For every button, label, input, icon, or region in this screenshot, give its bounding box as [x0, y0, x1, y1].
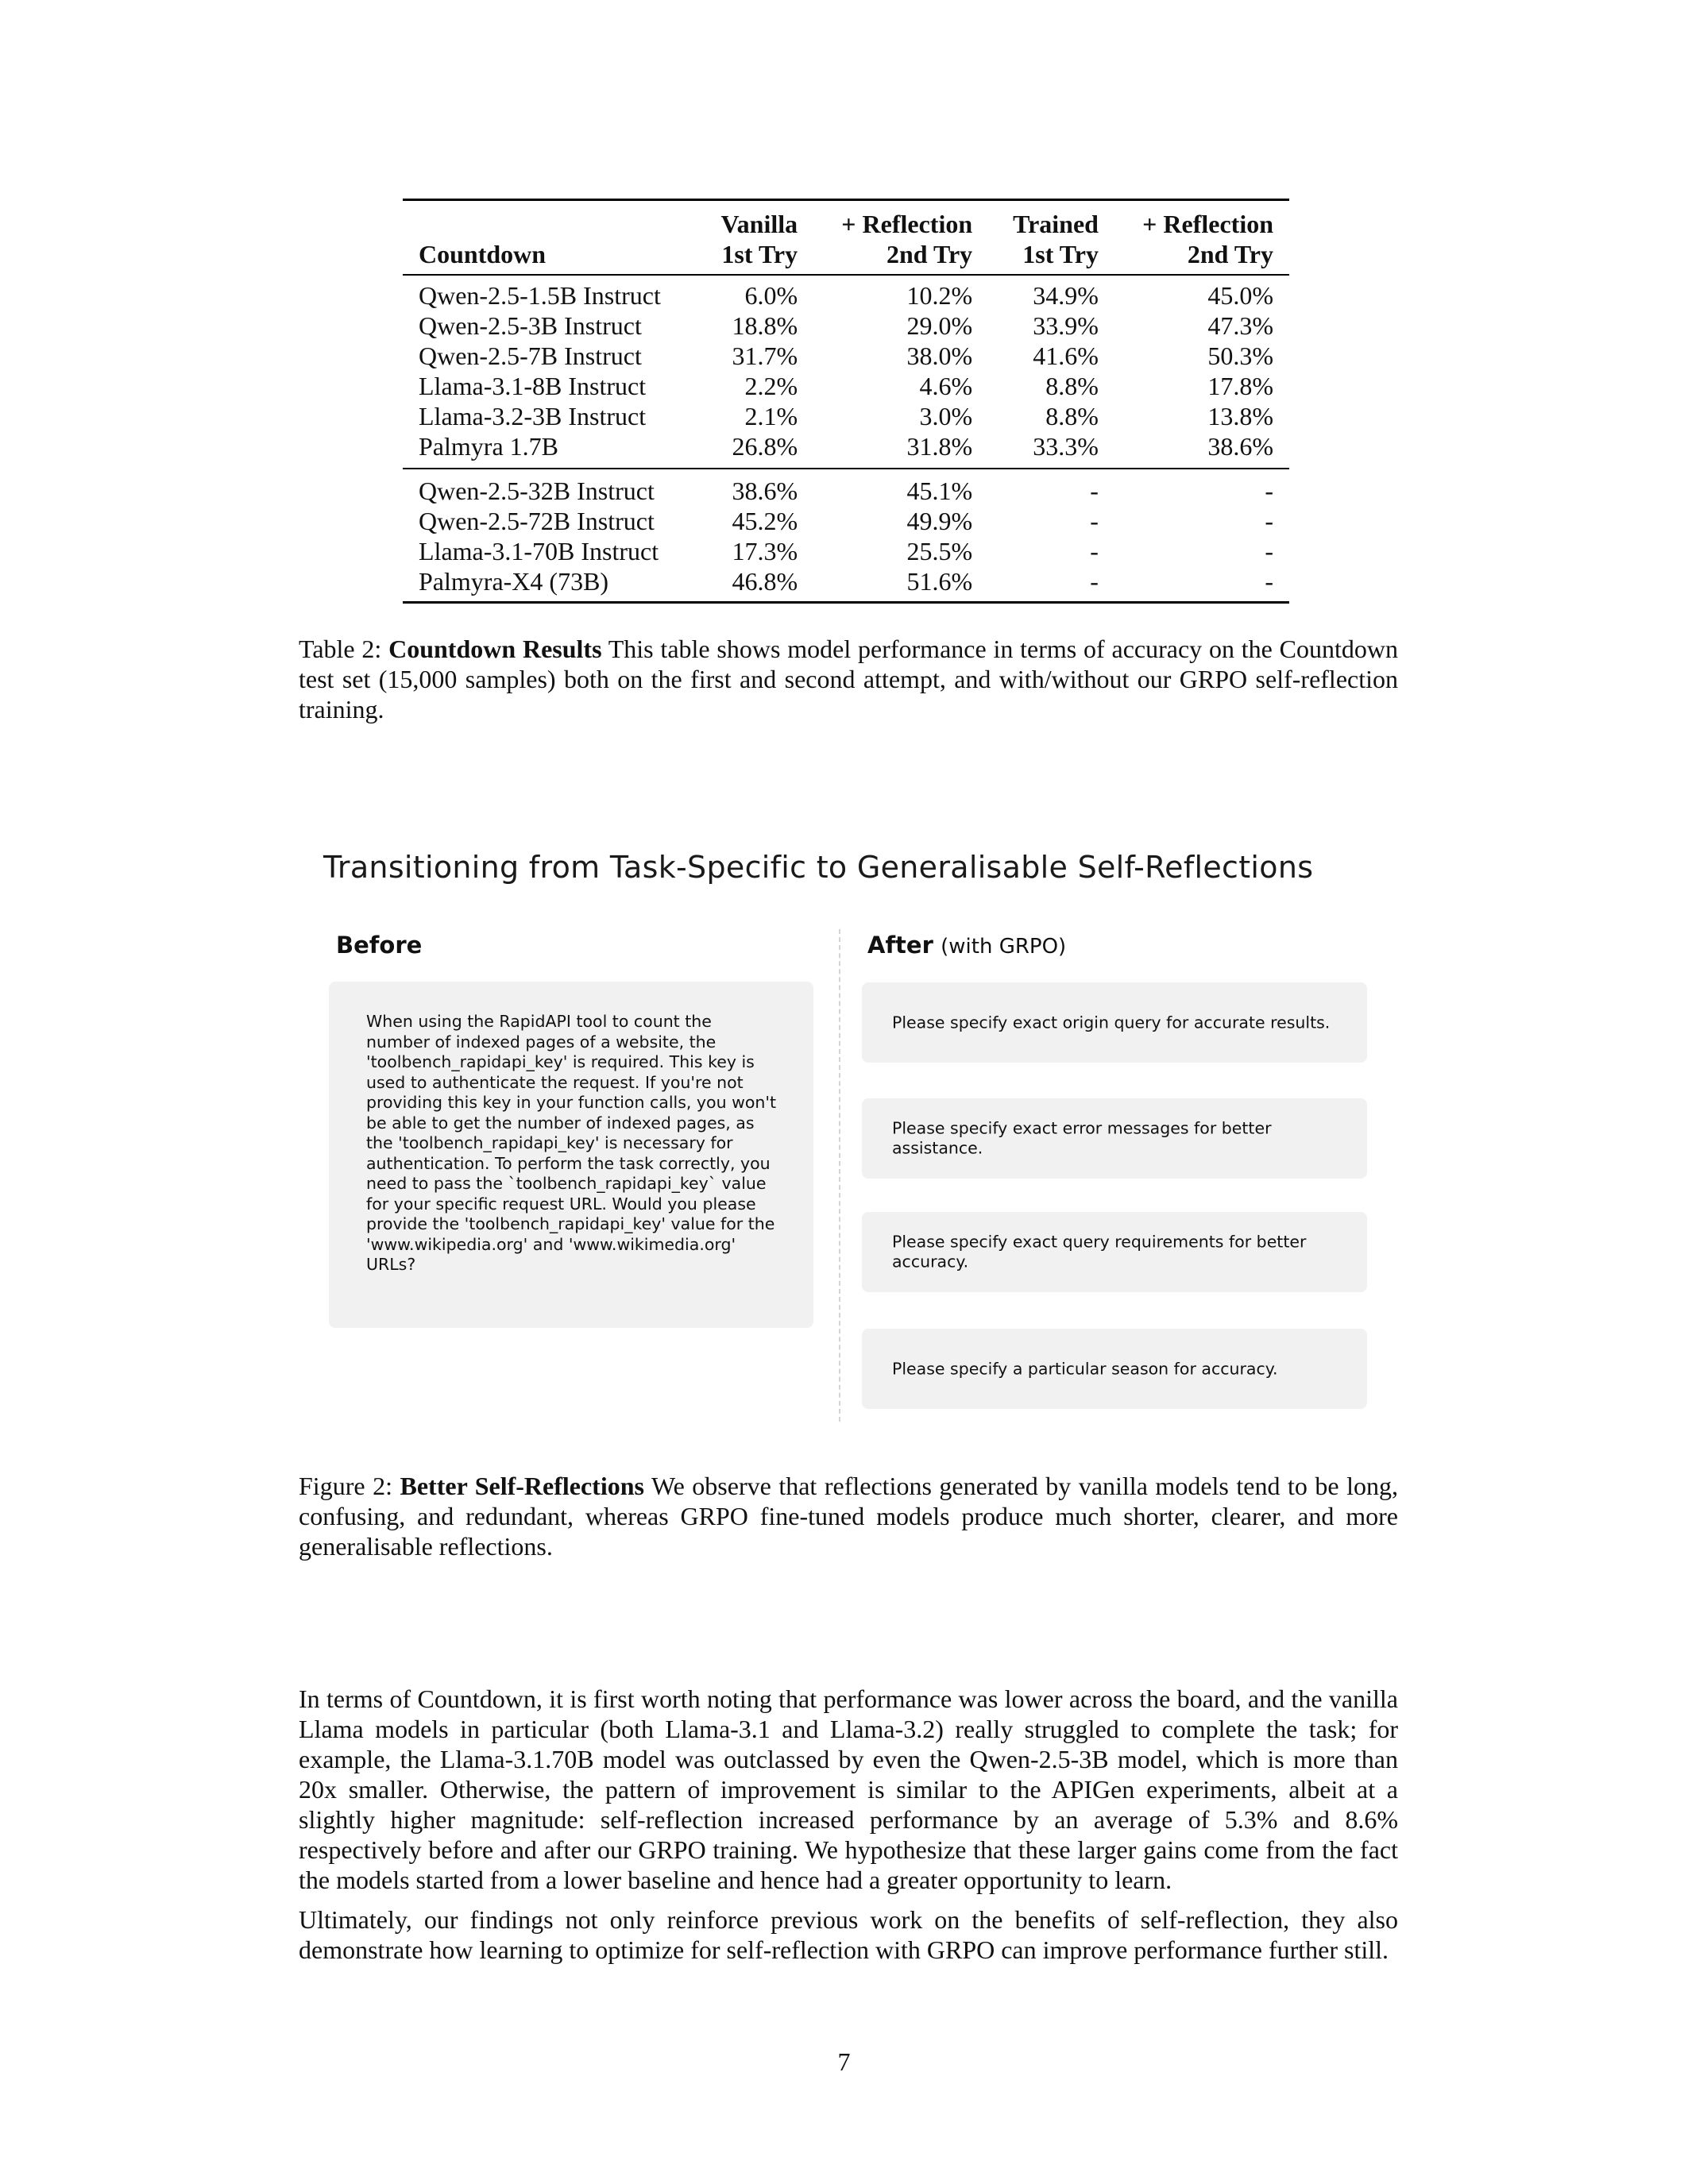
- table-header-cell: Countdown: [403, 239, 697, 275]
- before-label: Before: [336, 932, 423, 959]
- table-cell: -: [1265, 507, 1273, 535]
- table-cell: 10.2%: [906, 281, 973, 310]
- table-row: [403, 566, 1289, 603]
- figure-title: Transitioning from Task-Specific to Generalisable Self-Reflections: [323, 850, 1314, 885]
- table-cell: -: [1265, 477, 1273, 505]
- figure-caption: [299, 1471, 1398, 1561]
- caption-label: Table 2:: [299, 635, 382, 663]
- table-row: [403, 506, 1289, 536]
- table-row: [403, 275, 1289, 311]
- table-row: [403, 311, 1289, 341]
- after-reflection-box: [862, 1098, 1367, 1179]
- table-cell: 50.3%: [1207, 341, 1273, 370]
- table-cell: 3.0%: [919, 402, 973, 430]
- table-cell: -: [1090, 537, 1099, 565]
- before-reflection-text: When using the RapidAPI tool to count the number of indexed pages of a website, the 'toolbench_rapidapi_key' is required. This key is used to authenticate the request. If you're not providing this key in your function calls, you won't be able to get the number of indexed pages, as the 'toolbench_rapidapi_key' is necessary for authentication. To perform the task correctly, you need to pass the `toolbench_rapidapi_key` value for your specific request URL. Would you please provide the 'toolbench_rapidapi_key' value for the 'www.wikipedia.org' and 'www.wikimedia.org' URLs?: [366, 1012, 777, 1274]
- table-header-row: [403, 239, 1289, 275]
- table-cell: 18.8%: [732, 311, 798, 340]
- after-reflection-text: Please specify exact origin query for accurate results.: [892, 1012, 1331, 1032]
- after-label-group: [867, 932, 1066, 959]
- table-cell: 33.3%: [988, 431, 1114, 469]
- table-cell: 8.8%: [1045, 402, 1099, 430]
- table-row: [403, 341, 1289, 371]
- table-cell: 45.2%: [732, 507, 798, 535]
- caption-title: Better Self-Reflections: [400, 1472, 644, 1500]
- caption-title: Countdown Results: [388, 635, 602, 663]
- table-cell: 4.6%: [919, 372, 973, 400]
- body-paragraph: In terms of Countdown, it is first worth noting that performance was lower across the board, and the vanilla Llama models in particular (both Llama-3.1 and Llama-3.2) really struggled to complete the task; for example, the Llama-3.1.70B model was outclassed by even the Qwen-2.5-3B model, which is more than 20x smaller. Otherwise, the pattern of improvement is similar to the APIGen experiments, albeit at a slightly higher magnitude: self-reflection increased performance by an average of 5.3% and 8.6% respectively before and after our GRPO training. We hypothesize that these larger gains come from the fact the models started from a lower baseline and hence had a greater opportunity to learn.: [299, 1684, 1398, 1894]
- table-cell: 6.0%: [744, 281, 798, 310]
- table-cell: 41.6%: [1033, 341, 1099, 370]
- model-name-cell: Qwen-2.5-3B Instruct: [419, 311, 642, 340]
- table-cell: 38.0%: [906, 341, 973, 370]
- table-cell: 13.8%: [1207, 402, 1273, 430]
- table-cell: 31.8%: [813, 431, 988, 469]
- caption-text: This table shows model performance in terms of accuracy on the Countdown test set (15,000 samples) both on the first and second attempt, and with/without our GRPO self-reflection training.: [299, 635, 1398, 723]
- table-cell: 38.6%: [1114, 431, 1289, 469]
- column-divider: [839, 929, 840, 1422]
- table-cell: 26.8%: [697, 431, 813, 469]
- table-header-cell: + Reflection: [813, 200, 988, 240]
- table-cell: 38.6%: [732, 477, 798, 505]
- table-cell: 33.9%: [1033, 311, 1099, 340]
- table-body-small-models: [403, 275, 1289, 469]
- table-cell: -: [1114, 566, 1289, 603]
- table-header-cell: 2nd Try: [813, 239, 988, 275]
- results-table: [403, 199, 1289, 604]
- table-cell: -: [988, 566, 1114, 603]
- table-row: [403, 431, 1289, 469]
- model-name-cell: Qwen-2.5-72B Instruct: [419, 507, 655, 535]
- page-number: 7: [837, 2047, 851, 2076]
- table-cell: 17.8%: [1207, 372, 1273, 400]
- table-row: [403, 469, 1289, 506]
- table-cell: 29.0%: [906, 311, 973, 340]
- table-header-cell: 1st Try: [697, 239, 813, 275]
- model-name-cell: Llama-3.1-8B Instruct: [419, 372, 647, 400]
- table-cell: 51.6%: [813, 566, 988, 603]
- table-cell: 45.1%: [906, 477, 973, 505]
- table-row: [403, 371, 1289, 401]
- model-name-cell: Palmyra 1.7B: [403, 431, 697, 469]
- table-cell: 45.0%: [1207, 281, 1273, 310]
- after-reflection-box: [862, 982, 1367, 1063]
- table-cell: 2.2%: [744, 372, 798, 400]
- table-cell: -: [1090, 507, 1099, 535]
- model-name-cell: Qwen-2.5-7B Instruct: [419, 341, 642, 370]
- table-row: [403, 536, 1289, 566]
- table-header-row: [403, 200, 1289, 240]
- table-header-cell: Vanilla: [697, 200, 813, 240]
- table-cell: 49.9%: [906, 507, 973, 535]
- table-header-cell: Trained: [988, 200, 1114, 240]
- model-name-cell: Qwen-2.5-1.5B Instruct: [419, 281, 661, 310]
- table-header-cell: + Reflection: [1114, 200, 1289, 240]
- table-cell: 17.3%: [732, 537, 798, 565]
- figure-self-reflections: [314, 842, 1382, 1430]
- table-cell: 47.3%: [1207, 311, 1273, 340]
- before-reflection-box: [329, 982, 813, 1328]
- caption-label: Figure 2:: [299, 1472, 392, 1500]
- after-sublabel: (with GRPO): [941, 935, 1067, 959]
- table-cell: 31.7%: [732, 341, 798, 370]
- after-reflection-box: [862, 1212, 1367, 1292]
- after-label: After: [867, 932, 933, 959]
- model-name-cell: Qwen-2.5-32B Instruct: [419, 477, 655, 505]
- table-header-cell: 2nd Try: [1114, 239, 1289, 275]
- after-reflection-text: Please specify a particular season for accuracy.: [892, 1358, 1278, 1378]
- table-header-cell: [403, 200, 697, 240]
- table-caption: [299, 634, 1398, 724]
- table-cell: -: [1265, 537, 1273, 565]
- table-cell: 2.1%: [744, 402, 798, 430]
- after-reflection-box: [862, 1329, 1367, 1409]
- caption-text: We observe that reflections generated by vanilla models tend to be long, confusing, and redundant, whereas GRPO fine-tuned models produce much shorter, clearer, and more generalisable reflections.: [299, 1472, 1399, 1561]
- table-row: [403, 401, 1289, 431]
- model-name-cell: Llama-3.2-3B Instruct: [419, 402, 647, 430]
- after-reflection-text: Please specify exact query requirements for better accuracy.: [892, 1232, 1307, 1271]
- model-name-cell: Llama-3.1-70B Instruct: [419, 537, 659, 565]
- table-cell: 25.5%: [906, 537, 973, 565]
- table-cell: -: [1090, 477, 1099, 505]
- model-name-cell: Palmyra-X4 (73B): [403, 566, 697, 603]
- table-header-cell: 1st Try: [988, 239, 1114, 275]
- table-body-large-models: [403, 469, 1289, 603]
- table-cell: 46.8%: [697, 566, 813, 603]
- table-cell: 34.9%: [1033, 281, 1099, 310]
- table-cell: 8.8%: [1045, 372, 1099, 400]
- after-reflection-text: Please specify exact error messages for better assistance.: [892, 1118, 1272, 1158]
- body-paragraph: Ultimately, our findings not only reinforce previous work on the benefits of self-reflection, they also demonstrate how learning to optimize for self-reflection with GRPO can improve performance further still.: [299, 1905, 1398, 1964]
